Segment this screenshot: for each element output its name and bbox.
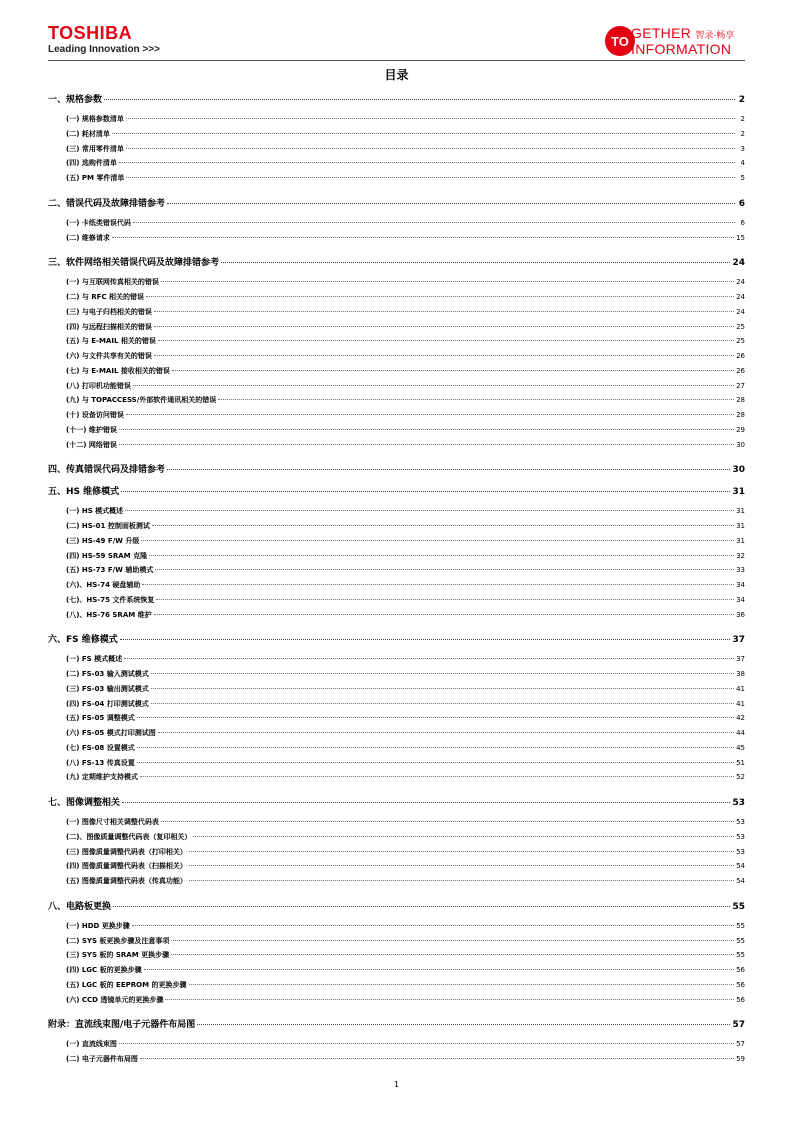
toc-section-entry[interactable] — [48, 980, 745, 990]
dot-leader — [132, 925, 734, 926]
toc-chapter-entry[interactable] — [48, 632, 745, 645]
toc-chapter-entry[interactable] — [48, 92, 745, 105]
brand-name: TOSHIBA — [48, 23, 133, 43]
toc-entry-title: (三) FS-03 输出测试模式 — [66, 684, 149, 693]
dot-leader — [154, 326, 734, 327]
toc-entry-title: (四) 图像质量调整代码表（扫描相关） — [66, 862, 187, 871]
dot-leader — [167, 469, 730, 470]
toc-section-entry[interactable] — [48, 381, 745, 391]
toc-entry-title: (一) 图像尺寸相关调整代码表 — [66, 818, 159, 826]
toc-section-entry[interactable] — [48, 965, 745, 975]
toc-entry-page: 53 — [736, 832, 745, 841]
toc-entry-title: 六、FS 维修模式 — [48, 635, 118, 646]
toc-entry-title: (七) 与 E-MAIL 接收相关的错误 — [66, 366, 170, 375]
dot-leader — [151, 673, 734, 674]
toc-section-entry[interactable] — [48, 351, 745, 361]
toc-entry-page: 6 — [738, 198, 745, 209]
toc-section-entry[interactable] — [48, 876, 745, 886]
toc-section-entry[interactable] — [48, 144, 745, 154]
dot-leader — [112, 133, 735, 134]
toc-entry-page: 55 — [732, 901, 745, 912]
toc-section-entry[interactable] — [48, 410, 745, 420]
toc-entry-page: 37 — [736, 655, 745, 664]
toc-section-entry[interactable] — [48, 610, 745, 620]
dot-leader — [197, 1024, 730, 1025]
toc-entry-title: (一) HS 模式概述 — [66, 507, 124, 516]
toc-entry-page: 56 — [736, 966, 745, 974]
toc-entry-title: (五) 与 E-MAIL 相关的错误 — [66, 337, 156, 346]
dot-leader — [144, 969, 734, 970]
toc-section-entry[interactable] — [48, 772, 745, 782]
page-header — [48, 24, 745, 60]
toc-entry-page: 33 — [736, 566, 745, 575]
dot-leader — [156, 599, 734, 600]
toc-entry-title: (九) 与 TOPACCESS/外部软件通讯相关的错误 — [66, 396, 217, 405]
dot-leader — [120, 639, 731, 640]
dot-leader — [137, 717, 734, 718]
header-divider — [48, 60, 745, 61]
toc-section-entry[interactable] — [48, 307, 745, 317]
toc-entry-page: 15 — [736, 233, 745, 242]
toc-entry-title: (十一) 维护错误 — [66, 425, 117, 434]
dot-leader — [154, 614, 734, 615]
toc-chapter-entry[interactable] — [48, 484, 745, 497]
dot-leader — [137, 762, 734, 763]
toc-entry-page: 32 — [736, 551, 745, 560]
toc-section-entry[interactable] — [48, 669, 745, 679]
dot-leader — [126, 177, 735, 178]
dot-leader — [121, 491, 730, 492]
dot-leader — [126, 414, 734, 415]
dot-leader — [151, 688, 734, 689]
toc-entry-title: (六) 与文件共享有关的错误 — [66, 352, 152, 360]
toc-entry-page: 24 — [736, 278, 745, 287]
toc-entry-page: 3 — [740, 144, 745, 153]
dot-leader — [141, 540, 734, 541]
toc-entry-title: (二)、图像质量调整代码表（复印相关） — [66, 832, 192, 841]
toc-entry-title: (八) 打印机功能错误 — [66, 381, 131, 390]
dot-leader — [124, 658, 734, 659]
toc-chapter-entry[interactable] — [48, 196, 745, 209]
page-number: 1 — [393, 1080, 400, 1089]
toc-entry-title: (四) LGC 板的更换步骤 — [66, 966, 142, 974]
dot-leader — [125, 510, 734, 511]
toc-entry-title: 四、传真错误代码及排错参考 — [48, 465, 166, 476]
toc-entry-title: 三、软件网络相关错误代码及故障排错参考 — [48, 258, 220, 269]
toc-section-entry[interactable] — [48, 743, 745, 753]
dot-leader — [149, 555, 734, 556]
toc-entry-page: 30 — [736, 440, 745, 449]
toc-entry-title: (三) 常用零件清单 — [66, 144, 124, 153]
toc-entry-page: 55 — [736, 951, 745, 960]
toc-section-entry[interactable] — [48, 758, 745, 768]
toc-entry-title: (八)、HS-76 SRAM 维护 — [66, 610, 152, 619]
toc-entry-title: (一) 卡纸类错误代码 — [66, 218, 131, 227]
together-information-logo — [605, 24, 745, 58]
dot-leader — [158, 732, 734, 733]
toc-title: 目录 — [384, 68, 409, 82]
toc-section-entry[interactable] — [48, 336, 745, 346]
toc-entry-page: 36 — [736, 610, 745, 619]
toc-entry-title: (一) 与互联网传真相关的错误 — [66, 278, 159, 287]
toc-entry-title: (五) FS-05 调整模式 — [66, 714, 135, 723]
toc-section-entry[interactable] — [48, 713, 745, 723]
toc-entry-page: 26 — [736, 366, 745, 375]
toc-entry-page: 2 — [738, 95, 745, 105]
toc-section-entry[interactable] — [48, 158, 745, 168]
toc-entry-title: (三) 图像质量调整代码表（打印相关） — [66, 847, 187, 856]
toc-entry-title: (二) 维修请求 — [66, 233, 110, 242]
toc-entry-title: (五) LGC 板的 EEPROM 的更换步骤 — [66, 980, 187, 989]
toc-entry-title: 一、规格参数 — [48, 95, 103, 105]
toc-entry-title: (一) HDD 更换步骤 — [66, 921, 130, 930]
toc-section-entry[interactable] — [48, 395, 745, 405]
toc-section-entry[interactable] — [48, 322, 745, 332]
toc-entry-page: 26 — [736, 352, 745, 360]
dot-leader — [193, 836, 734, 837]
toc-entry-title: (二) 电子元器件布局图 — [66, 1055, 138, 1063]
dot-leader — [119, 429, 734, 430]
toc-entry-page: 41 — [736, 684, 745, 693]
toc-section-entry[interactable] — [48, 114, 745, 124]
toc-entry-title: (十二) 网络错误 — [66, 440, 117, 449]
dot-leader — [122, 802, 730, 803]
toc-entry-title: (四) 选购件清单 — [66, 159, 117, 168]
toc-entry-page: 25 — [736, 337, 745, 346]
toc-section-entry[interactable] — [48, 832, 745, 842]
dot-leader — [189, 984, 735, 985]
toc-entry-page: 55 — [736, 921, 745, 930]
dot-leader — [119, 162, 735, 163]
toc-entry-page: 53 — [732, 798, 745, 808]
dot-leader — [189, 851, 734, 852]
toc-section-entry[interactable] — [48, 847, 745, 857]
toc-entry-page: 2 — [740, 115, 745, 123]
logo-wordmark — [631, 26, 734, 56]
toc-section-entry[interactable] — [48, 536, 745, 546]
toc-section-entry[interactable] — [48, 595, 745, 605]
dot-leader — [154, 355, 734, 356]
dot-leader — [218, 399, 734, 400]
toc-entry-title: (七)、HS-75 文件系统恢复 — [66, 595, 155, 604]
toc-entry-title: 七、图像调整相关 — [48, 798, 121, 808]
toc-entry-title: (四) FS-04 打印测试模式 — [66, 699, 149, 708]
toc-chapter-entry[interactable] — [48, 462, 745, 475]
dot-leader — [189, 865, 734, 866]
toc-section-entry[interactable] — [48, 921, 745, 931]
dot-leader — [221, 262, 730, 263]
toc-section-entry[interactable] — [48, 366, 745, 376]
toc-entry-title: (四) 与远程扫描相关的错误 — [66, 322, 152, 331]
toc-entry-page: 34 — [736, 581, 745, 589]
dot-leader — [165, 999, 734, 1000]
toc-entry-title: (二) HS-01 控制面板测试 — [66, 522, 150, 530]
logo-cn: 智录·畅享 — [695, 30, 735, 40]
toc-section-entry[interactable] — [48, 565, 745, 575]
dot-leader — [133, 222, 735, 223]
dot-leader — [161, 281, 734, 282]
toc-entry-page: 28 — [736, 411, 745, 419]
toc-entry-page: 34 — [736, 595, 745, 604]
dot-leader — [152, 525, 734, 526]
toc-section-entry[interactable] — [48, 129, 745, 139]
toc-section-entry[interactable] — [48, 728, 745, 738]
dot-leader — [171, 940, 734, 941]
toc-entry-title: 附录：直流线束图/电子元器件布局图 — [48, 1020, 196, 1031]
dot-leader — [158, 340, 734, 341]
toc-section-entry[interactable] — [48, 440, 745, 450]
toc-entry-title: (二) FS-03 输入测试模式 — [66, 670, 149, 678]
toc-entry-page: 59 — [736, 1055, 745, 1063]
toc-entry-page: 53 — [736, 847, 745, 856]
toc-section-entry[interactable] — [48, 861, 745, 871]
toc-entry-title: (七) FS-08 设置模式 — [66, 743, 135, 752]
toc-entry-title: (六) CCD 透镜单元的更换步骤 — [66, 995, 164, 1004]
dot-leader — [146, 296, 734, 297]
toc-section-entry[interactable] — [48, 1054, 745, 1064]
dot-leader — [126, 118, 735, 119]
toc-section-entry[interactable] — [48, 684, 745, 694]
dot-leader — [113, 906, 730, 907]
toc-entry-page: 51 — [736, 758, 745, 767]
toc-entry-title: 八、电路板更换 — [48, 901, 112, 912]
toc-entry-page: 5 — [740, 174, 745, 182]
toc-entry-page: 4 — [740, 159, 745, 168]
toc-entry-title: (一) 直流线束图 — [66, 1040, 117, 1049]
toc-section-entry[interactable] — [48, 580, 745, 590]
toc-section-entry[interactable] — [48, 551, 745, 561]
toc-section-entry[interactable] — [48, 699, 745, 709]
toc-section-entry[interactable] — [48, 950, 745, 960]
toc-section-entry[interactable] — [48, 936, 745, 946]
toc-section-entry[interactable] — [48, 1039, 745, 1049]
toc-entry-title: (十) 设备访问错误 — [66, 411, 124, 419]
toc-entry-page: 56 — [736, 980, 745, 989]
toc-entry-title: (三) SYS 板的 SRAM 更换步骤 — [66, 951, 170, 960]
dot-leader — [154, 311, 734, 312]
toc-entry-page: 42 — [736, 714, 745, 723]
toshiba-logo — [48, 24, 160, 56]
toc-entry-page: 31 — [736, 522, 745, 530]
dot-leader — [172, 370, 734, 371]
toc-entry-page: 54 — [736, 862, 745, 871]
toc-section-entry[interactable] — [48, 506, 745, 516]
toc-section-entry[interactable] — [48, 817, 745, 827]
toc-entry-page: 2 — [740, 129, 745, 138]
toc-entry-title: 二、错误代码及故障排错参考 — [48, 198, 166, 209]
dot-leader — [171, 954, 734, 955]
toc-entry-title: (二) 耗材清单 — [66, 129, 110, 138]
toc-entry-page: 45 — [736, 743, 745, 752]
logo-line2: INFORMATION — [631, 41, 732, 57]
toc-entry-page: 24 — [732, 258, 745, 269]
dot-leader — [142, 584, 734, 585]
toc-entry-title: (三) HS-49 F/W 升级 — [66, 536, 140, 545]
toc-section-entry[interactable] — [48, 233, 745, 243]
dot-leader — [119, 444, 734, 445]
toc-entry-title: 五、HS 维修模式 — [48, 487, 120, 498]
toc-entry-title: (九) 定期维护支持模式 — [66, 773, 138, 782]
toc-entry-title: (六)、HS-74 硬盘辅助 — [66, 581, 141, 589]
logo-line1: GETHER — [631, 25, 692, 41]
toc-entry-page: 38 — [736, 670, 745, 678]
dot-leader — [137, 747, 734, 748]
toc-section-entry[interactable] — [48, 995, 745, 1005]
toc-entry-title: (五) 图像质量调整代码表（传真功能） — [66, 877, 187, 885]
toc-section-entry[interactable] — [48, 173, 745, 183]
toc-entry-title: (一) FS 模式概述 — [66, 655, 123, 664]
toc-entry-title: (三) 与电子归档相关的错误 — [66, 307, 152, 316]
toc-section-entry[interactable] — [48, 521, 745, 531]
dot-leader — [167, 203, 735, 204]
toc-chapter-entry[interactable] — [48, 899, 745, 912]
toc-entry-title: (四) HS-59 SRAM 克隆 — [66, 551, 148, 560]
toc-chapter-entry[interactable] — [48, 255, 745, 268]
toc-entry-page: 57 — [736, 1040, 745, 1049]
dot-leader — [189, 880, 734, 881]
dot-leader — [104, 99, 735, 100]
toc-entry-page: 53 — [736, 818, 745, 826]
dot-leader — [112, 237, 734, 238]
toc-section-entry[interactable] — [48, 218, 745, 228]
logo-badge: TO — [605, 26, 635, 56]
dot-leader — [155, 569, 734, 570]
toc-section-entry[interactable] — [48, 425, 745, 435]
toc-entry-page: 54 — [736, 877, 745, 885]
toc-entry-page: 30 — [732, 465, 745, 476]
toc-entry-page: 37 — [732, 635, 745, 646]
toc-entry-page: 31 — [736, 507, 745, 516]
dot-leader — [126, 148, 735, 149]
toc-entry-title: (二) 与 RFC 相关的错误 — [66, 293, 145, 301]
dot-leader — [151, 703, 734, 704]
toc-entry-page: 24 — [736, 307, 745, 316]
toc-entry-page: 55 — [736, 936, 745, 945]
toc-entry-title: (二) SYS 板更换步骤及注意事项 — [66, 936, 170, 945]
dot-leader — [140, 1058, 734, 1059]
dot-leader — [119, 1043, 734, 1044]
toc-entry-page: 44 — [736, 729, 745, 737]
toc-entry-title: (五) HS-73 F/W 辅助模式 — [66, 566, 154, 575]
toc-entry-title: (六) FS-05 模式打印测试图 — [66, 729, 156, 737]
toc-entry-page: 41 — [736, 699, 745, 708]
toc-entry-page: 24 — [736, 293, 745, 301]
toc-section-entry[interactable] — [48, 292, 745, 302]
toc-entry-title: (五) PM 零件清单 — [66, 174, 125, 182]
toc-entry-page: 56 — [736, 995, 745, 1004]
toc-entry-page: 52 — [736, 773, 745, 782]
toc-section-entry[interactable] — [48, 277, 745, 287]
brand-slogan: Leading Innovation >>> — [48, 44, 160, 55]
toc-entry-page: 31 — [732, 487, 745, 498]
dot-leader — [140, 776, 734, 777]
toc-entry-page: 29 — [736, 425, 745, 434]
dot-leader — [133, 385, 734, 386]
toc-chapter-entry[interactable] — [48, 795, 745, 808]
toc-entry-page: 28 — [736, 396, 745, 405]
toc-entry-title: (八) FS-13 传真设置 — [66, 758, 135, 767]
toc-entry-page: 57 — [732, 1020, 745, 1031]
toc-entry-page: 27 — [736, 381, 745, 390]
toc-entry-page: 25 — [736, 322, 745, 331]
toc-section-entry[interactable] — [48, 654, 745, 664]
toc-chapter-entry[interactable] — [48, 1017, 745, 1030]
toc-entry-title: (一) 规格参数清单 — [66, 115, 124, 123]
toc-entry-page: 6 — [740, 218, 745, 227]
dot-leader — [161, 821, 734, 822]
toc-entry-page: 31 — [736, 536, 745, 545]
